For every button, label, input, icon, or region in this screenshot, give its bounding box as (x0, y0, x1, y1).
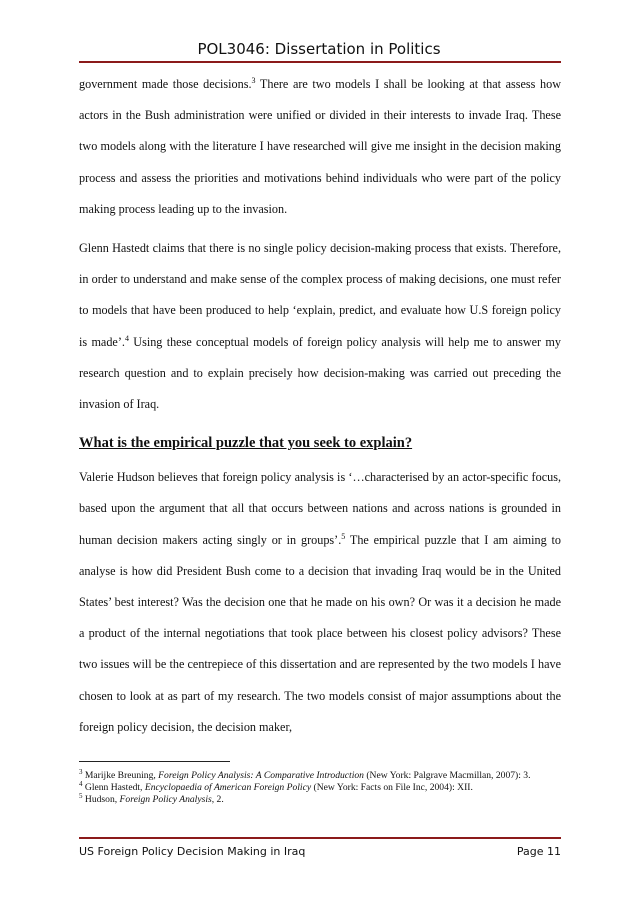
footnote-author: Glenn Hastedt, (82, 782, 145, 793)
footnote-details: (New York: Facts on File Inc, 2004): XII. (311, 782, 473, 793)
paragraph-2-text-b: Using these conceptual models of foreign policy analysis will help me to answer my research question and to explain precisely how decision-making was carried out preceding the invasion of Iraq. (79, 334, 561, 412)
running-footer (79, 845, 561, 858)
footnote-ref-4[interactable]: 4 (124, 333, 129, 343)
paragraph-2 (79, 233, 561, 420)
paragraph-1 (79, 69, 561, 225)
running-header: POL3046: Dissertation in Politics (197, 40, 441, 58)
footnote-title: Encyclopaedia of American Foreign Policy (144, 782, 312, 793)
footnotes (79, 767, 561, 806)
section-heading: What is the empirical puzzle that you seek to explain? (79, 435, 413, 452)
paragraph-3 (79, 462, 561, 743)
paragraph-3-text-a: Valerie Hudson believes that foreign policy analysis is ‘…characterised by an actor-specific focus, based upon the argument that all that occurs between nations and across nations is grounded in human decision makers acting singly or in groups’. (79, 470, 561, 547)
paragraph-3-text-b: The empirical puzzle that I am aiming to analyse is how did President Bush come to a decision that invading Iraq would be in the United States’ best interest? Was the decision one that he made on his own? Or was it a decision he made a product of the internal negotiations that took place between his closest policy advisors? These two issues will be the centrepiece of this dissertation and are represented by the two models I have chosen to look at as part of my research. The two models consist of major assumptions about the foreign policy decision, the decision maker, (79, 532, 561, 734)
header-rule (79, 61, 561, 63)
footnote-details: (New York: Palgrave Macmillan, 2007): 3. (363, 770, 531, 781)
footnote-author: Marijke Breuning, (82, 770, 159, 781)
footnote-title: Foreign Policy Analysis (119, 794, 212, 805)
paragraph-1-text-b: There are two models I shall be looking at that assess how actors in the Bush administration were unified or divided in their interests to invade Iraq. These two models along with the literature I have researched will give me insight in the decision making process and assess the priorities and motivations behind individuals who were part of the policy making process leading up to the invasion. (79, 77, 561, 216)
paragraph-1-text-a: government made those decisions. (79, 77, 252, 91)
footnote-details: , 2. (211, 794, 224, 805)
footer-title: US Foreign Policy Decision Making in Iraq (79, 845, 306, 858)
footnote-5 (79, 791, 561, 806)
footnote-ref-5[interactable]: 5 (341, 531, 346, 541)
footnote-number: 5 (79, 791, 83, 800)
footnote-ref-3[interactable]: 3 (251, 75, 256, 85)
footnote-separator (79, 761, 230, 762)
footnote-title: Foreign Policy Analysis: A Comparative Introduction (158, 770, 364, 781)
footnote-author: Hudson, (82, 794, 120, 805)
footnote-4 (79, 779, 561, 794)
paragraph-2-text-a: Glenn Hastedt claims that there is no single policy decision-making process that exists. Therefore, in order to understand and make sense of the complex process of making decisions, one must refer to models that have been produced to help ‘explain, predict, and evaluate how U.S foreign policy is made’. (79, 241, 561, 349)
footer-rule (79, 837, 561, 839)
footnote-number: 3 (79, 767, 83, 776)
footnote-3 (79, 767, 561, 782)
page-number: Page 11 (516, 845, 561, 858)
body-text (79, 69, 561, 743)
footnote-number: 4 (79, 779, 83, 788)
